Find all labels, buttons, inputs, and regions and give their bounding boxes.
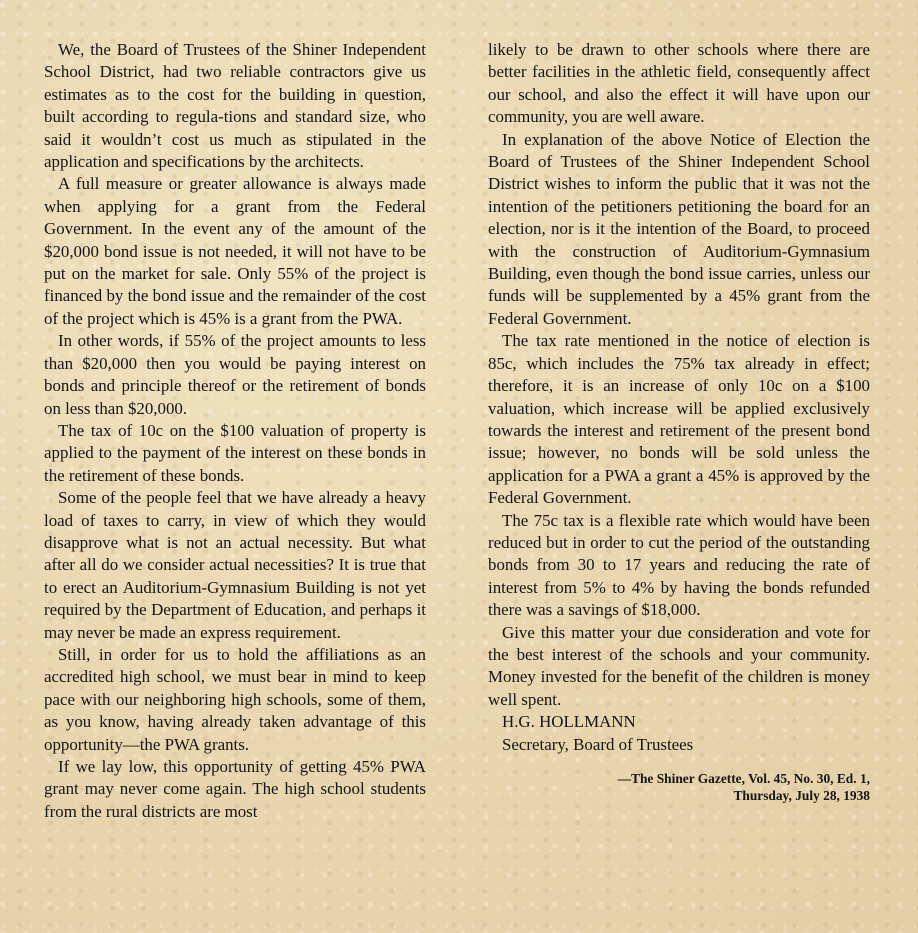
paragraph: The 75c tax is a flexible rate which would have been reduced but in order to cut the period of the outstanding bonds from 30 to 17 years and reducing the rate of interest from 5% to 4% by having the bonds refunded there was a savings of $18,000. [488,510,870,620]
paragraph: In explanation of the above Notice of Election the Board of Trustees of the Shiner Independent School District wishes to inform the public that it was not the intention of the petitioners petitioning the board for an election, nor is it the intention of the Board, to proceed with the construction of Auditorium-Gymnasium Building, even though the bond issue carries, unless our funds will be supplemented by a 45% grant from the Federal Government. [488,129,870,328]
paragraph: In other words, if 55% of the project amounts to less than $20,000 then you would be paying interest on bonds and principle thereof or the retirement of bonds on less than $20,000. [44,331,426,418]
paragraph: If we lay low, this opportunity of getting 45% PWA grant may never come again. The high school students from the rural districts are most [44,757,426,821]
left-column [44,39,426,823]
paragraph: Give this matter your due consideration and vote for the best interest of the schools and your community. Money invested for the benefit of the children is money well spent. [488,622,870,709]
right-column [488,39,870,804]
paragraph: The tax rate mentioned in the notice of election is 85c, which includes the 75% tax already in effect; therefore, it is an increase of only 10c on a $100 valuation, which increase will be applied exclusively towards the interest and retirement of the present bond issue; however, no bonds will be sold unless the application for a PWA a grant a 45% is approved by the Federal Government. [488,331,870,508]
paragraph: We, the Board of Trustees of the Shiner Independent School District, had two reliable contractors give us estimates as to the cost for the building in question, built according to regula-tions and standard size, who said it wouldn’t cost us much as stipulated in the application and specifications by the architects. [44,40,426,172]
citation-line-2: Thursday, July 28, 1938 [733,788,870,803]
paragraph: Some of the people feel that we have already a heavy load of taxes to carry, in view of which they would disapprove what is not an actual necessity. But what after all do we consider actual necessities? It is true that to erect an Auditorium-Gymnasium Building is not yet required by the Department of Education, and perhaps it may never be made an express requirement. [44,488,426,642]
paragraph-continuation: likely to be drawn to other schools where there are better facilities in the athletic field, consequently affect our school, and also the effect it will have upon our community, you are well aware. [488,40,870,127]
paragraph: A full measure or greater allowance is always made when applying for a grant from the Federal Government. In the event any of the amount of the $20,000 bond issue is not needed, it will not have to be put on the market for sale. Only 55% of the project is financed by the bond issue and the remainder of the cost of the project which is 45% is a grant from the PWA. [44,174,426,328]
paragraph: The tax of 10c on the $100 valuation of property is applied to the payment of the interest on these bonds in the retirement of these bonds. [44,420,426,485]
signature-name: H.G. HOLLMANN [502,712,636,732]
source-citation [488,770,870,804]
citation-line-1: —The Shiner Gazette, Vol. 45, No. 30, Ed. 1, [617,771,870,786]
signature-title: Secretary, Board of Trustees [502,734,694,754]
paragraph: Still, in order for us to hold the affiliations as an accredited high school, we must bear in mind to keep pace with our neighboring high schools, some of them, as you know, having already taken advantage of this opportunity—the PWA grants. [44,644,426,754]
